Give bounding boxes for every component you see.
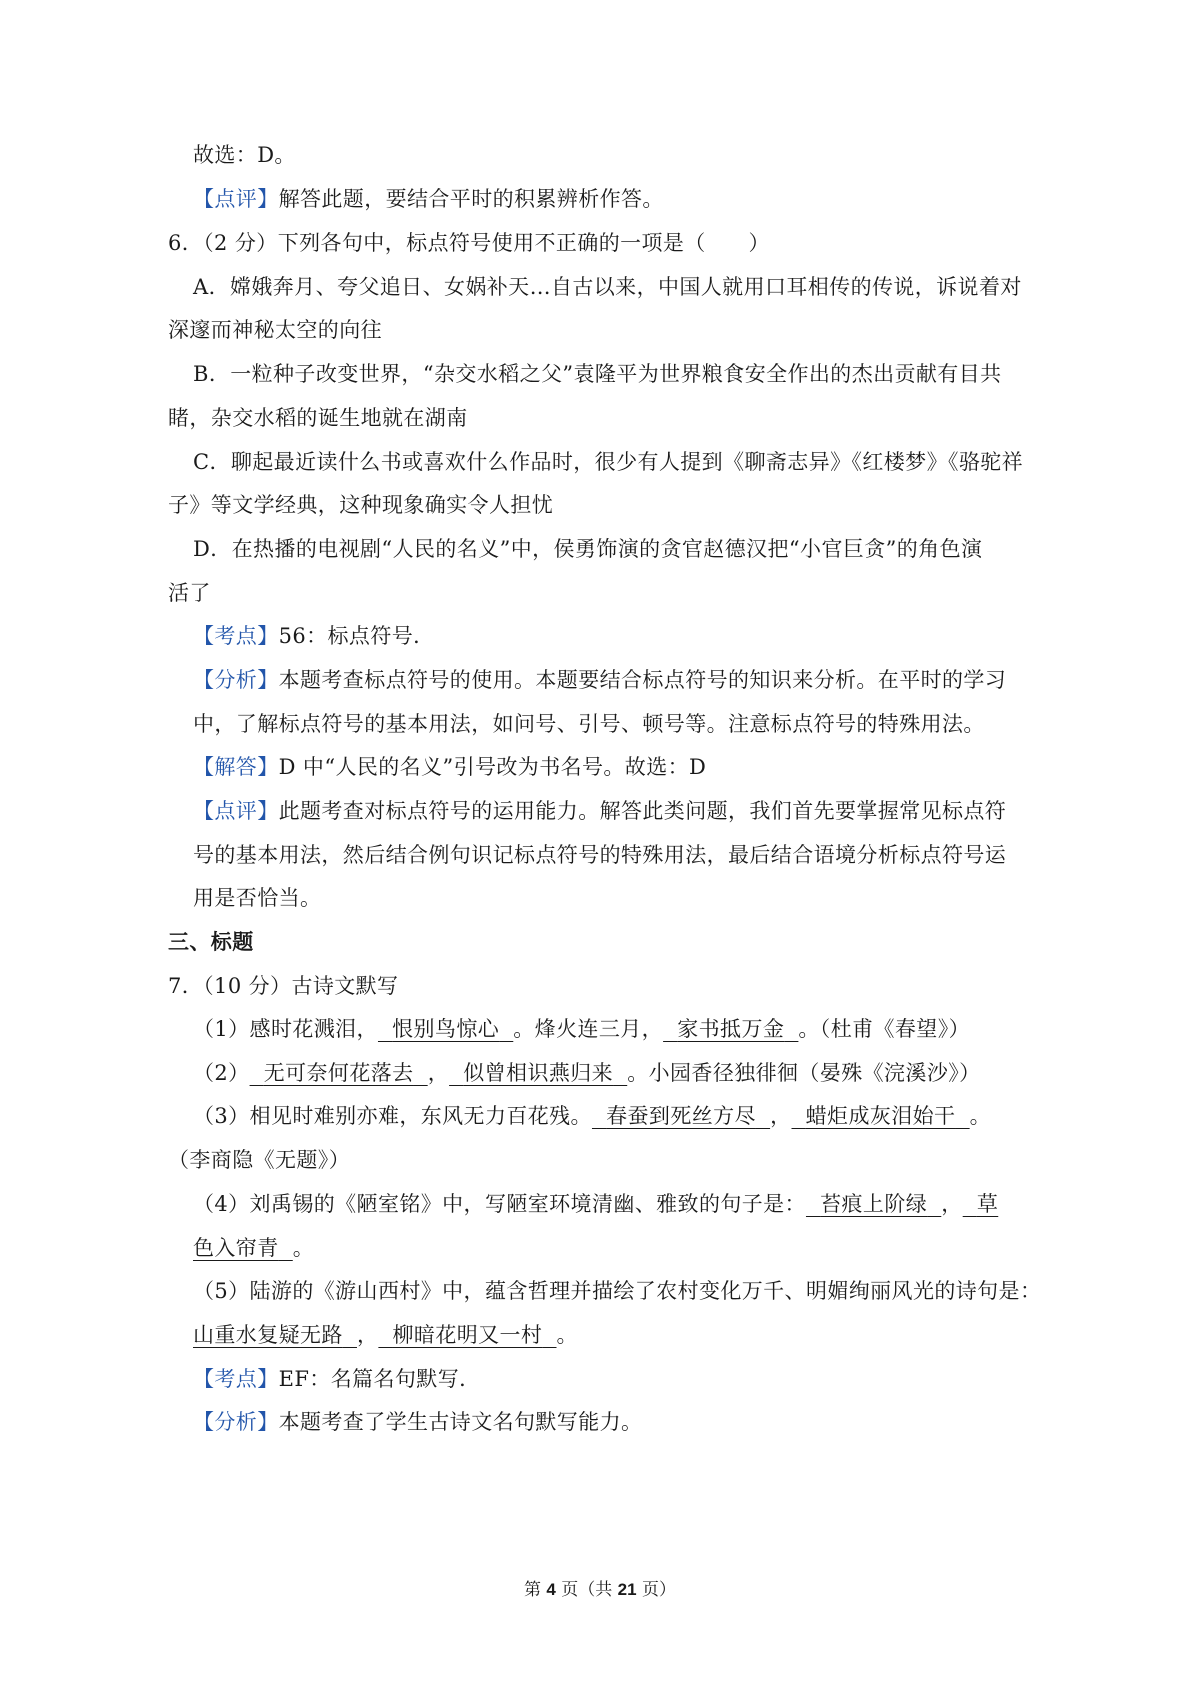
- fenxi-tag: 【分析】: [193, 1410, 279, 1434]
- fenxi-text1: 本题考查标点符号的使用。本题要结合标点符号的知识来分析。在平时的学习: [278, 668, 1007, 692]
- q6-option-a-text1: A．嫦娥奔月、夸父追日、女娲补天…自古以来，中国人就用口耳相传的传说，诉说着对: [193, 275, 1022, 299]
- q6-option-b-text1: B．一粒种子改变世界，“杂交水稻之父”袁隆平为世界粮食安全作出的杰出贡献有目共: [193, 362, 1002, 386]
- answer-blank: [193, 1323, 357, 1347]
- q7-item4-cont: [193, 1233, 314, 1263]
- fenxi-text2: 中，了解标点符号的基本用法，如问号、引号、顿号等。注意标点符号的特殊用法。: [193, 712, 985, 736]
- dianping-text2: 号的基本用法，然后结合例句识记标点符号的特殊用法，最后结合语境分析标点符号运: [193, 843, 1007, 867]
- q6-fenxi-line2: [193, 709, 985, 739]
- fenxi-text: 本题考查了学生古诗文名句默写能力。: [278, 1410, 643, 1434]
- answer-blank: [449, 1061, 627, 1085]
- fenxi-tag: 【分析】: [193, 668, 279, 692]
- kaodian-tag: 【考点】: [193, 624, 279, 648]
- comment-tag: 【点评】: [193, 187, 279, 211]
- q7-item5-cont: [193, 1320, 578, 1350]
- answer-text: 柳暗花明又一村: [392, 1323, 543, 1347]
- q7-item2: [193, 1058, 981, 1088]
- answer-blank: [378, 1017, 513, 1041]
- q7-item4-text-c: 。: [292, 1236, 315, 1260]
- q7-kaodian-line: [193, 1364, 481, 1394]
- kaodian-text: 56：标点符号．: [278, 624, 435, 648]
- jieda-text: D 中“人民的名义”引号改为书名号。故选：D: [278, 755, 707, 779]
- q7-item2-text-c: 。小园香径独徘徊（晏殊《浣溪沙》）: [627, 1061, 981, 1085]
- current-page-number: 4: [546, 1580, 556, 1599]
- q7-item1-text-b: 。烽火连三月，: [513, 1017, 664, 1041]
- answer-choice-line: [193, 140, 296, 170]
- dianping-text1: 此题考查对标点符号的运用能力。解答此类问题，我们首先要掌握常见标点符: [278, 799, 1007, 823]
- q6-option-a-line2: [168, 315, 382, 345]
- footer-pre: 第: [523, 1580, 547, 1600]
- answer-text: 无可奈何花落去: [263, 1061, 414, 1085]
- q6-fenxi-line1: [193, 665, 1006, 695]
- q7-item2-text-a: （2）: [193, 1061, 250, 1085]
- q6-option-c-text1: C．聊起最近读什么书或喜欢什么作品时，很少有人提到《聊斋志异》《红楼梦》《骆驼祥: [193, 450, 1024, 474]
- q7-item1: [193, 1014, 970, 1044]
- answer-blank: [592, 1104, 770, 1128]
- q6-option-a-text2: 深邃而神秘太空的向往: [168, 318, 382, 342]
- q6-option-c-line2: [168, 490, 553, 520]
- q6-jieda-line: [193, 752, 706, 782]
- q6-option-b-line1: [193, 359, 1002, 389]
- q6-option-d-line2: [168, 578, 211, 608]
- dianping-tag: 【点评】: [193, 799, 279, 823]
- q7-item3-source: [168, 1145, 350, 1175]
- answer-text: 家书抵万金: [677, 1017, 785, 1041]
- answer-text: 草: [976, 1192, 999, 1216]
- q7-item3-text-a: （3）相见时难别亦难，东风无力百花残。: [193, 1104, 592, 1128]
- q7-item5-text-a: （5）陆游的《游山西村》中，蕴含哲理并描绘了农村变化万千、明媚绚丽风光的诗句是：: [193, 1279, 1042, 1303]
- answer-text: 苔痕上阶绿: [820, 1192, 928, 1216]
- q6-option-d-line1: [193, 534, 982, 564]
- answer-blank: [663, 1017, 798, 1041]
- answer-blank: [193, 1236, 293, 1260]
- q6-dianping-line3: [193, 883, 321, 913]
- q7-item3: [193, 1101, 991, 1131]
- q7-item3-text-b: ，: [770, 1104, 792, 1128]
- q7-stem-text: 7．（10 分）古诗文默写: [168, 974, 399, 998]
- kaodian-text: EF：名篇名句默写．: [278, 1367, 481, 1391]
- section-heading: 三、标题: [168, 929, 254, 954]
- answer-blank: [963, 1192, 999, 1216]
- q6-kaodian-line: [193, 621, 435, 651]
- q7-stem: [168, 971, 398, 1001]
- footer-post: 页）: [636, 1580, 676, 1600]
- q7-item4-text-b: ，: [941, 1192, 963, 1216]
- q6-option-d-text1: D．在热播的电视剧“人民的名义”中，侯勇饰演的贪官赵德汉把“小官巨贪”的角色演: [193, 537, 983, 561]
- q7-fenxi-line: [193, 1407, 642, 1437]
- answer-text: 春蚕到死丝方尽: [606, 1104, 756, 1128]
- answer-blank: [806, 1192, 941, 1216]
- answer-blank: [378, 1323, 556, 1347]
- q6-option-d-text2: 活了: [168, 581, 211, 605]
- answer-text: 山重水复疑无路: [193, 1323, 343, 1347]
- q7-item5-text-b: ，: [356, 1323, 379, 1347]
- q6-dianping-line1: [193, 796, 1006, 826]
- answer-blank: [250, 1061, 428, 1085]
- q6-option-c-line1: [193, 447, 1023, 477]
- answer-text: 恨别鸟惊心: [392, 1017, 500, 1041]
- q7-item3-source-text: （李商隐《无题》）: [168, 1148, 351, 1172]
- dianping-text3: 用是否恰当。: [193, 886, 322, 910]
- q7-item2-text-b: ，: [427, 1061, 450, 1085]
- page-footer: [0, 1578, 1200, 1602]
- q6-option-b-line2: [168, 403, 468, 433]
- answer-choice-text: 故选：D。: [193, 143, 296, 167]
- kaodian-tag: 【考点】: [193, 1367, 279, 1391]
- comment-line: [193, 184, 664, 214]
- footer-mid: 页（共: [555, 1580, 618, 1600]
- q6-dianping-line2: [193, 840, 1006, 870]
- comment-text: 解答此题，要结合平时的积累辨析作答。: [278, 187, 664, 211]
- q6-option-c-text2: 子》等文学经典，这种现象确实令人担忧: [168, 493, 554, 517]
- q6-option-b-text2: 睹，杂交水稻的诞生地就在湖南: [168, 406, 468, 430]
- q7-item5: [193, 1276, 1041, 1306]
- answer-blank: [792, 1104, 970, 1128]
- answer-text: 蜡炬成灰泪始干: [805, 1104, 956, 1128]
- q7-item1-text-c: 。（杜甫《春望》）: [798, 1017, 971, 1041]
- q7-item4: [193, 1189, 998, 1219]
- total-page-number: 21: [617, 1580, 637, 1599]
- q6-option-a-line1: [193, 272, 1022, 302]
- q7-item3-text-c: 。: [969, 1104, 992, 1128]
- q7-item1-text-a: （1）感时花溅泪，: [193, 1017, 378, 1041]
- q6-stem: [168, 228, 770, 258]
- answer-text: 似曾相识燕归来: [463, 1061, 614, 1085]
- q6-stem-text: 6．（2 分）下列各句中，标点符号使用不正确的一项是（ ）: [168, 231, 770, 255]
- jieda-tag: 【解答】: [193, 755, 279, 779]
- q7-item4-text-a: （4）刘禹锡的《陋室铭》中，写陋室环境清幽、雅致的句子是：: [193, 1192, 806, 1216]
- answer-text: 色入帘青: [193, 1236, 279, 1260]
- q7-item5-text-c: 。: [556, 1323, 578, 1347]
